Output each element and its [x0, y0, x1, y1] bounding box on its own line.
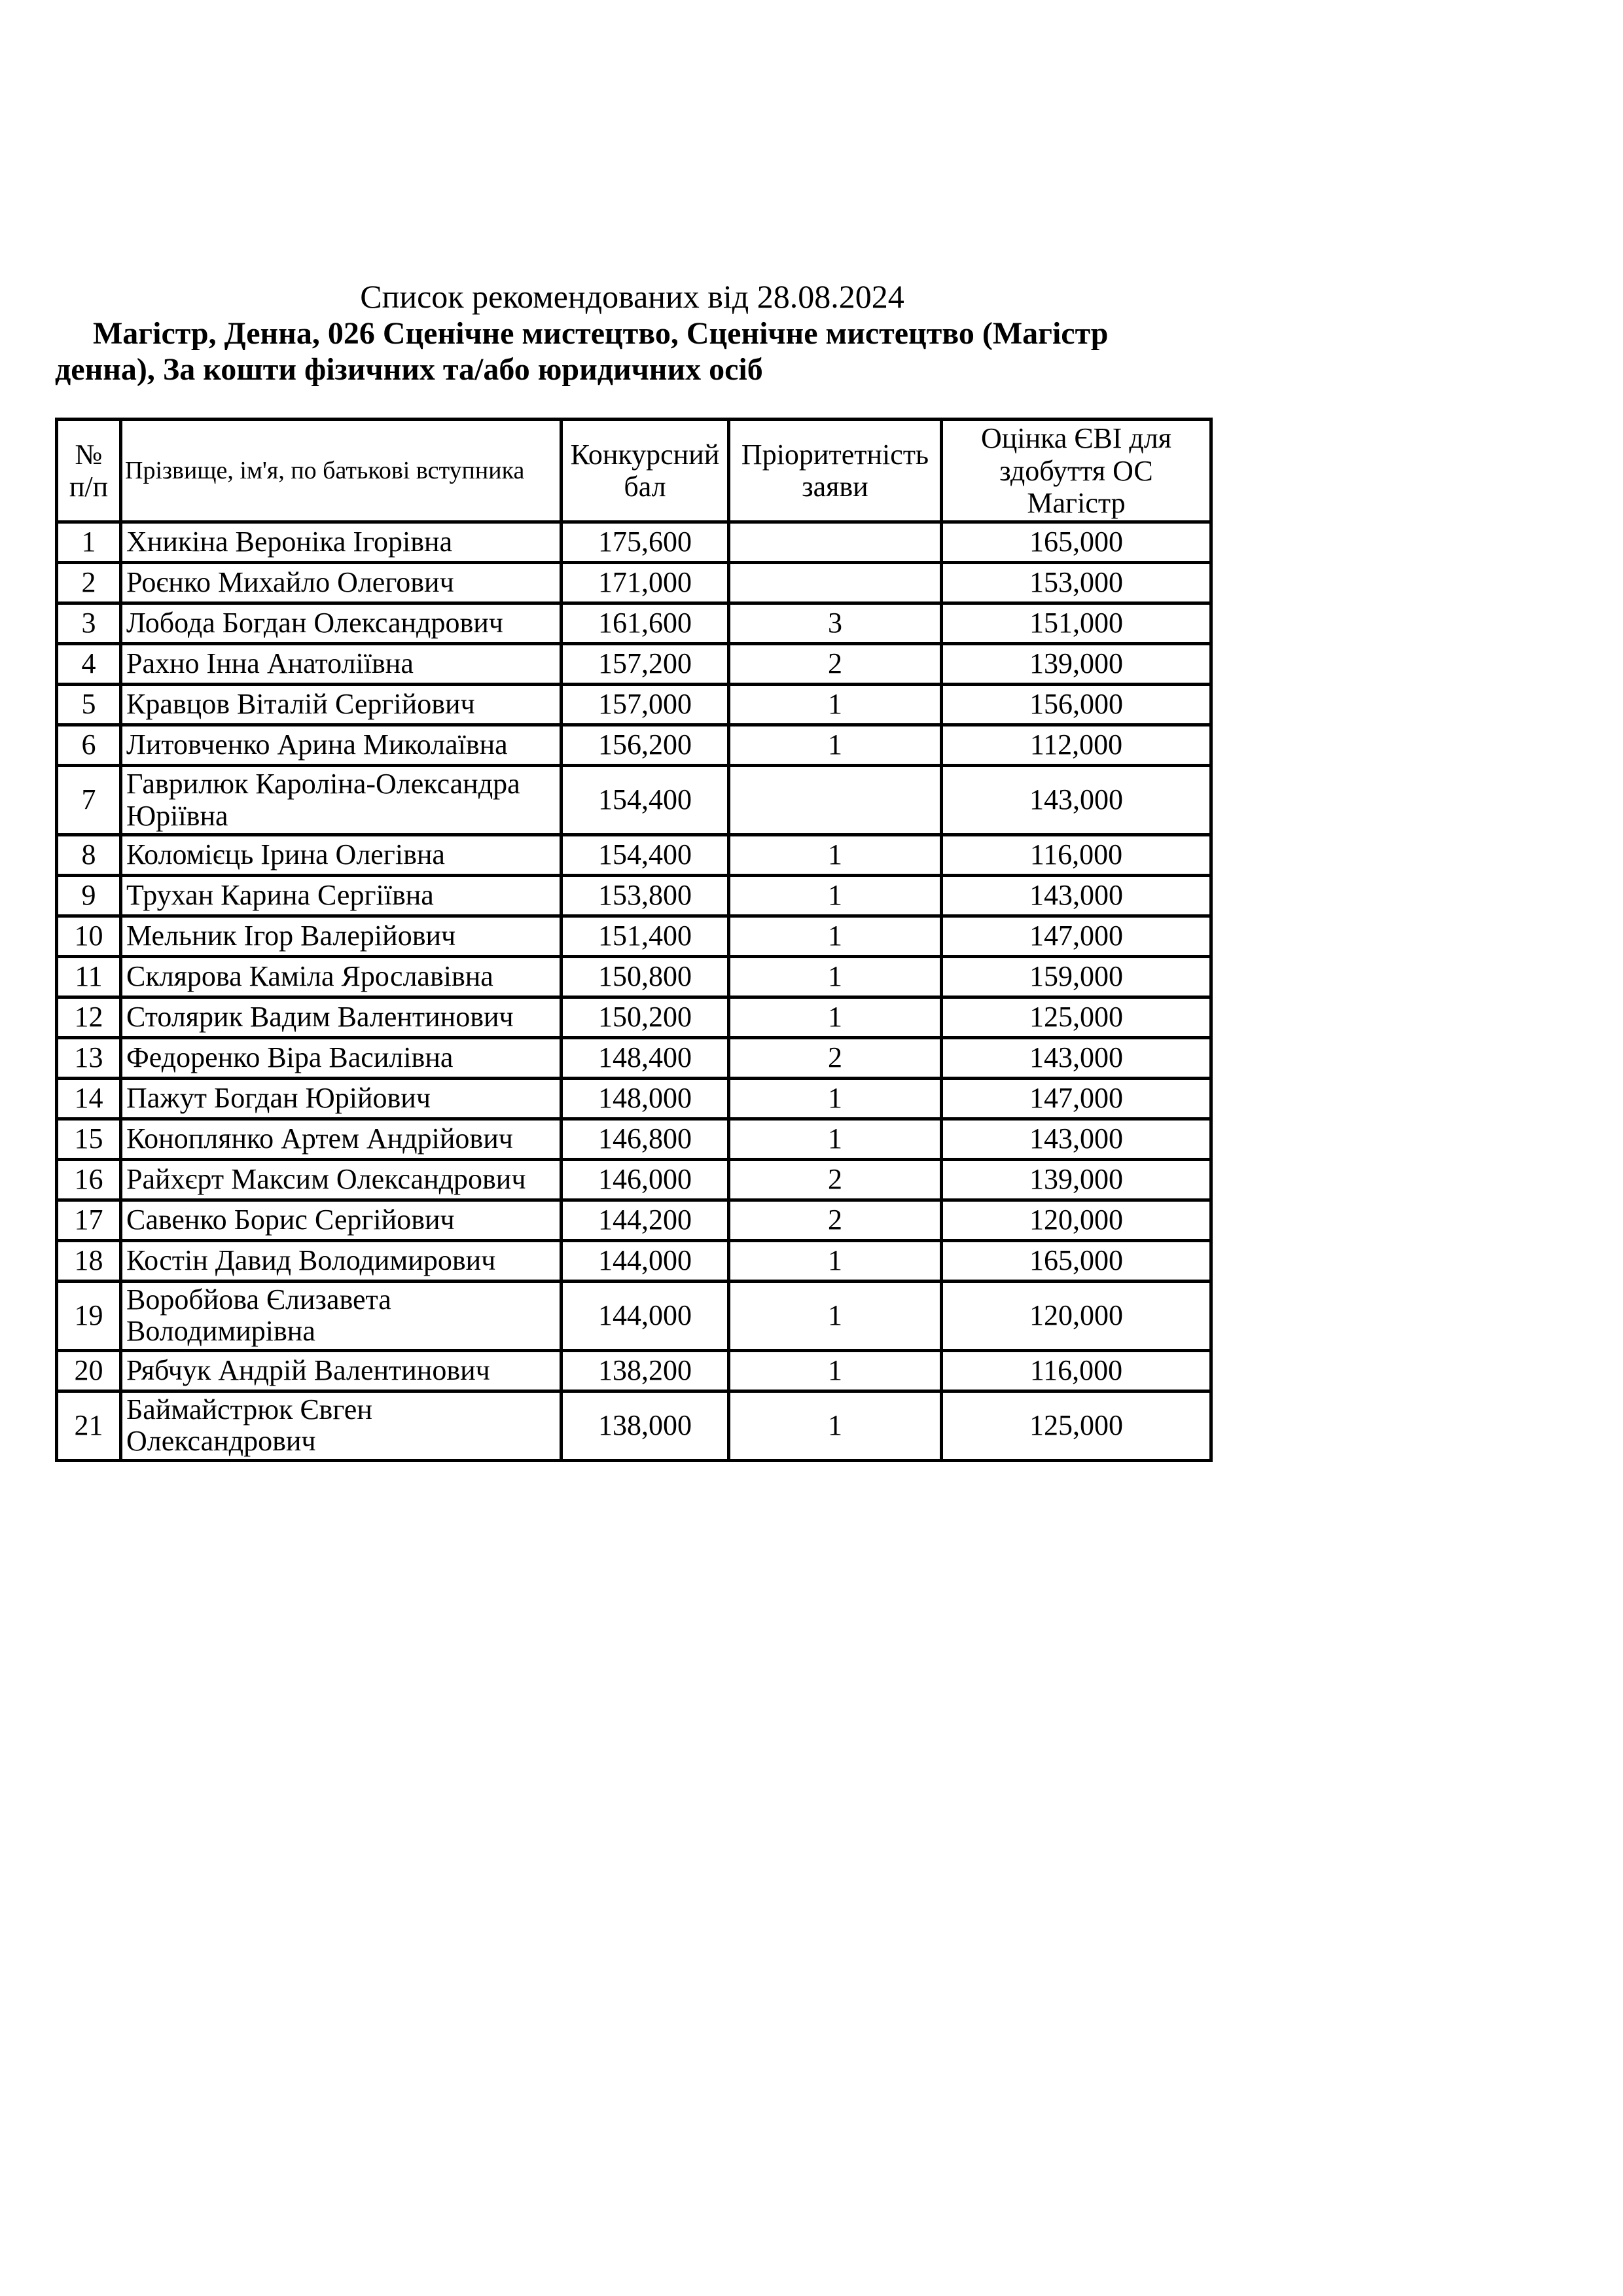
- document-subtitle: [55, 315, 1209, 387]
- row-number: 20: [57, 1350, 121, 1391]
- competitive-score: 153,800: [562, 875, 729, 916]
- competitive-score: 138,200: [562, 1350, 729, 1391]
- table-row: [57, 834, 1211, 875]
- applicant-name: Роєнко Михайло Олегович: [121, 563, 562, 603]
- applicant-name: Хникіна Вероніка Ігорівна: [121, 522, 562, 563]
- applicant-name: Федоренко Віра Василівна: [121, 1037, 562, 1078]
- table-row: [57, 1078, 1211, 1119]
- evi-score: 159,000: [942, 956, 1211, 997]
- competitive-score: 150,200: [562, 997, 729, 1037]
- application-priority: 1: [729, 1119, 942, 1159]
- subtitle-line-2: денна), За кошти фізичних та/або юридичних осіб: [55, 352, 763, 387]
- application-priority: 1: [729, 1281, 942, 1350]
- evi-score: 147,000: [942, 916, 1211, 956]
- competitive-score: 157,000: [562, 685, 729, 725]
- document-title: Список рекомендованих від 28.08.2024: [360, 278, 904, 315]
- application-priority: 1: [729, 725, 942, 766]
- header-score: Конкурсний бал: [562, 420, 729, 522]
- competitive-score: 171,000: [562, 563, 729, 603]
- evi-score: 165,000: [942, 1240, 1211, 1281]
- applicant-name: Баймайстрюк Євген Олександрович: [121, 1391, 562, 1460]
- applicant-name: Рябчук Андрій Валентинович: [121, 1350, 562, 1391]
- row-number: 1: [57, 522, 121, 563]
- applicant-name: Райхєрт Максим Олександрович: [121, 1159, 562, 1200]
- competitive-score: 154,400: [562, 834, 729, 875]
- applicant-name: Костін Давид Володимирович: [121, 1240, 562, 1281]
- row-number: 2: [57, 563, 121, 603]
- table-row: [57, 875, 1211, 916]
- table-row: [57, 766, 1211, 835]
- table-row: [57, 603, 1211, 644]
- row-number: 10: [57, 916, 121, 956]
- table-row: [57, 725, 1211, 766]
- competitive-score: 144,000: [562, 1281, 729, 1350]
- applicant-name: Гаврилюк Кароліна-Олександра Юріївна: [121, 766, 562, 835]
- row-number: 4: [57, 644, 121, 685]
- table-row: [57, 1119, 1211, 1159]
- application-priority: 1: [729, 916, 942, 956]
- row-number: 8: [57, 834, 121, 875]
- evi-score: 125,000: [942, 997, 1211, 1037]
- competitive-score: 151,400: [562, 916, 729, 956]
- evi-score: 139,000: [942, 1159, 1211, 1200]
- evi-score: 165,000: [942, 522, 1211, 563]
- application-priority: 1: [729, 1350, 942, 1391]
- table-body: [57, 522, 1211, 1460]
- evi-score: 125,000: [942, 1391, 1211, 1460]
- competitive-score: 150,800: [562, 956, 729, 997]
- table-row: [57, 563, 1211, 603]
- header-evi: Оцінка ЄВІ для здобуття ОС Магістр: [942, 420, 1211, 522]
- table-row: [57, 1159, 1211, 1200]
- row-number: 7: [57, 766, 121, 835]
- competitive-score: 161,600: [562, 603, 729, 644]
- application-priority: 2: [729, 1200, 942, 1240]
- applicant-name: Коноплянко Артем Андрійович: [121, 1119, 562, 1159]
- application-priority: [729, 522, 942, 563]
- application-priority: 1: [729, 1240, 942, 1281]
- row-number: 17: [57, 1200, 121, 1240]
- competitive-score: 146,800: [562, 1119, 729, 1159]
- application-priority: 1: [729, 997, 942, 1037]
- application-priority: 2: [729, 644, 942, 685]
- competitive-score: 148,000: [562, 1078, 729, 1119]
- application-priority: 1: [729, 956, 942, 997]
- competitive-score: 146,000: [562, 1159, 729, 1200]
- applicant-name: Кравцов Віталій Сергійович: [121, 685, 562, 725]
- applicant-name: Лобода Богдан Олександрович: [121, 603, 562, 644]
- applicant-name: Савенко Борис Сергійович: [121, 1200, 562, 1240]
- applicant-name: Рахно Інна Анатоліївна: [121, 644, 562, 685]
- evi-score: 116,000: [942, 834, 1211, 875]
- application-priority: 1: [729, 875, 942, 916]
- table-row: [57, 956, 1211, 997]
- document-content: [0, 0, 1209, 1462]
- table-row: [57, 997, 1211, 1037]
- table-row: [57, 522, 1211, 563]
- row-number: 13: [57, 1037, 121, 1078]
- row-number: 14: [57, 1078, 121, 1119]
- applicant-name: Коломієць Ірина Олегівна: [121, 834, 562, 875]
- application-priority: 1: [729, 685, 942, 725]
- application-priority: [729, 563, 942, 603]
- competitive-score: 138,000: [562, 1391, 729, 1460]
- row-number: 9: [57, 875, 121, 916]
- application-priority: 2: [729, 1159, 942, 1200]
- evi-score: 139,000: [942, 644, 1211, 685]
- applicant-name: Трухан Карина Сергіївна: [121, 875, 562, 916]
- header-row-number: № п/п: [57, 420, 121, 522]
- applicant-name: Пажут Богдан Юрійович: [121, 1078, 562, 1119]
- competitive-score: 175,600: [562, 522, 729, 563]
- application-priority: 3: [729, 603, 942, 644]
- row-number: 21: [57, 1391, 121, 1460]
- application-priority: 1: [729, 1078, 942, 1119]
- row-number: 15: [57, 1119, 121, 1159]
- recommended-applicants-table: [55, 418, 1213, 1462]
- competitive-score: 144,000: [562, 1240, 729, 1281]
- row-number: 5: [57, 685, 121, 725]
- row-number: 6: [57, 725, 121, 766]
- table-row: [57, 1281, 1211, 1350]
- header-priority: Пріоритетність заяви: [729, 420, 942, 522]
- evi-score: 116,000: [942, 1350, 1211, 1391]
- table-header: [57, 420, 1211, 522]
- evi-score: 143,000: [942, 1037, 1211, 1078]
- evi-score: 120,000: [942, 1200, 1211, 1240]
- evi-score: 143,000: [942, 766, 1211, 835]
- table-row: [57, 644, 1211, 685]
- evi-score: 147,000: [942, 1078, 1211, 1119]
- applicant-name: Литовченко Арина Миколаївна: [121, 725, 562, 766]
- row-number: 16: [57, 1159, 121, 1200]
- evi-score: 120,000: [942, 1281, 1211, 1350]
- table-row: [57, 916, 1211, 956]
- row-number: 11: [57, 956, 121, 997]
- application-priority: 2: [729, 1037, 942, 1078]
- application-priority: 1: [729, 834, 942, 875]
- evi-score: 112,000: [942, 725, 1211, 766]
- evi-score: 151,000: [942, 603, 1211, 644]
- table-row: [57, 1200, 1211, 1240]
- competitive-score: 157,200: [562, 644, 729, 685]
- competitive-score: 148,400: [562, 1037, 729, 1078]
- subtitle-line-1: Магістр, Денна, 026 Сценічне мистецтво, Сценічне мистецтво (Магістр: [93, 316, 1109, 351]
- application-priority: 1: [729, 1391, 942, 1460]
- table-row: [57, 1391, 1211, 1460]
- applicant-name: Мельник Ігор Валерійович: [121, 916, 562, 956]
- table-row: [57, 685, 1211, 725]
- header-applicant: Прізвище, ім'я, по батькові вступника: [121, 420, 562, 522]
- evi-score: 156,000: [942, 685, 1211, 725]
- table-row: [57, 1240, 1211, 1281]
- row-number: 3: [57, 603, 121, 644]
- row-number: 19: [57, 1281, 121, 1350]
- row-number: 12: [57, 997, 121, 1037]
- row-number: 18: [57, 1240, 121, 1281]
- application-priority: [729, 766, 942, 835]
- table-row: [57, 1037, 1211, 1078]
- competitive-score: 156,200: [562, 725, 729, 766]
- applicant-name: Воробйова Єлизавета Володимирівна: [121, 1281, 562, 1350]
- evi-score: 153,000: [942, 563, 1211, 603]
- evi-score: 143,000: [942, 1119, 1211, 1159]
- applicant-name: Склярова Каміла Ярославівна: [121, 956, 562, 997]
- applicant-name: Столярик Вадим Валентинович: [121, 997, 562, 1037]
- competitive-score: 144,200: [562, 1200, 729, 1240]
- table-row: [57, 1350, 1211, 1391]
- evi-score: 143,000: [942, 875, 1211, 916]
- table-header-row: [57, 420, 1211, 522]
- competitive-score: 154,400: [562, 766, 729, 835]
